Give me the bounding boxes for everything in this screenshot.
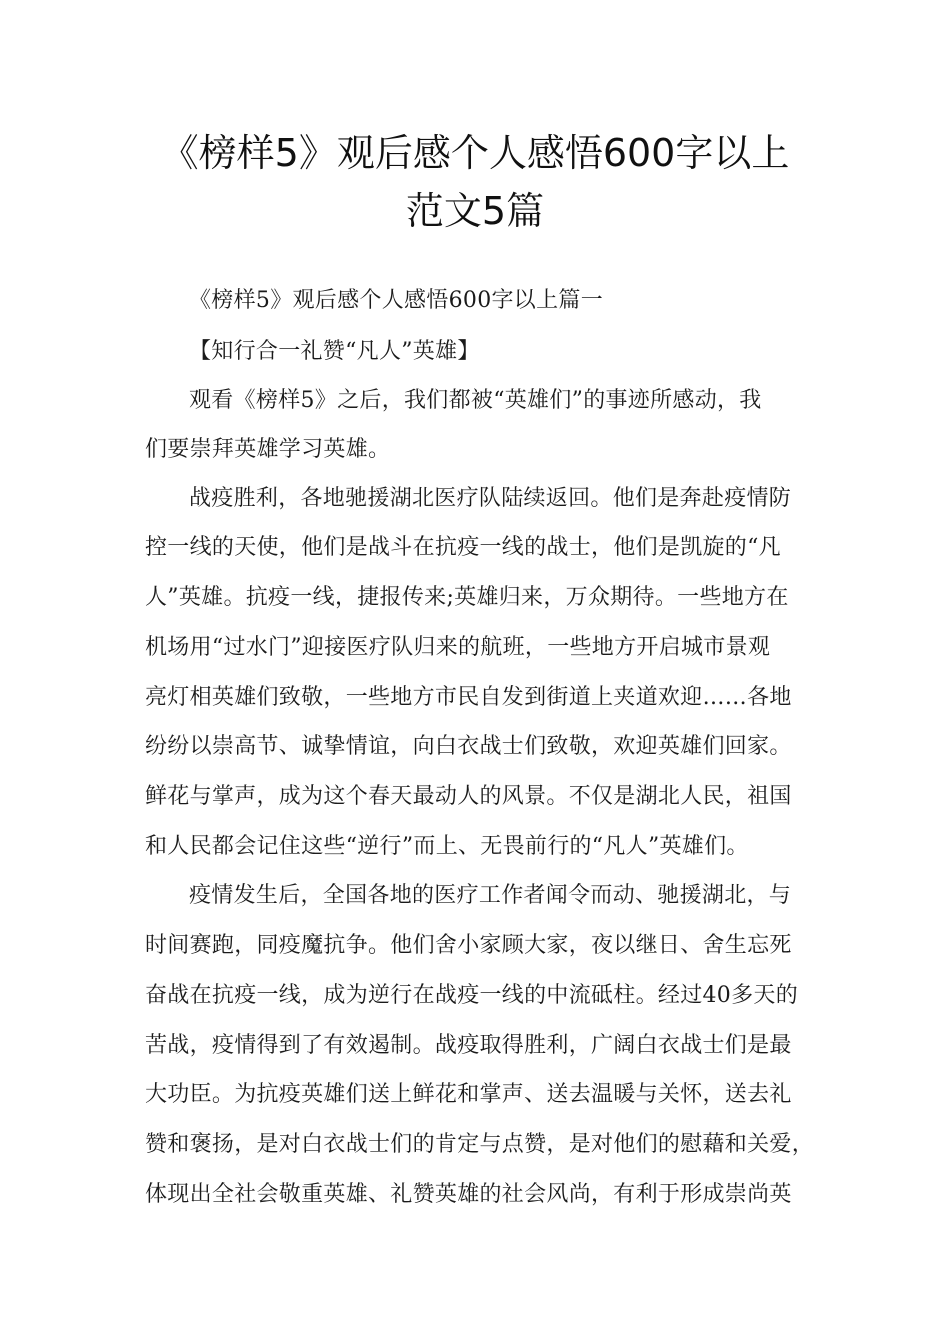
paragraph-3-line-6: 赞和褒扬，是对白衣战士们的肯定与点赞，是对他们的慰藉和关爱，	[145, 1132, 815, 1157]
paragraph-1-line-2: 们要崇拜英雄学习英雄。	[145, 437, 391, 462]
section-heading: 《榜样5》观后感个人感悟600字以上篇一	[189, 288, 603, 313]
paragraph-3-line-3: 奋战在抗疫一线，成为逆行在战疫一线的中流砥柱。经过40多天的	[145, 983, 798, 1008]
paragraph-2-line-3: 人”英雄。抗疫一线，捷报传来;英雄归来，万众期待。一些地方在	[145, 585, 789, 610]
paragraph-2-line-2: 控一线的天使，他们是战斗在抗疫一线的战士，他们是凯旋的“凡	[145, 535, 781, 560]
document-title-line-2: 范文5篇	[405, 189, 545, 233]
paragraph-3-line-2: 时间赛跑，同疫魔抗争。他们舍小家顾大家，夜以继日、舍生忘死	[145, 933, 792, 958]
paragraph-2-line-6: 纷纷以崇高节、诚挚情谊，向白衣战士们致敬，欢迎英雄们回家。	[145, 734, 792, 759]
paragraph-2-line-7: 鲜花与掌声，成为这个春天最动人的风景。不仅是湖北人民，祖国	[145, 784, 792, 809]
paragraph-3-line-5: 大功臣。为抗疫英雄们送上鲜花和掌声、送去温暖与关怀，送去礼	[145, 1082, 792, 1107]
paragraph-2-line-4: 机场用“过水门”迎接医疗队归来的航班，一些地方开启城市景观	[145, 635, 771, 660]
paragraph-2-line-5: 亮灯相英雄们致敬，一些地方市民自发到街道上夹道欢迎……各地	[145, 685, 792, 710]
paragraph-3-line-4: 苦战，疫情得到了有效遏制。战疫取得胜利，广阔白衣战士们是最	[145, 1033, 792, 1058]
paragraph-2-line-1: 战疫胜利，各地驰援湖北医疗队陆续返回。他们是奔赴疫情防	[189, 486, 792, 511]
paragraph-3-line-1: 疫情发生后，全国各地的医疗工作者闻令而动、驰援湖北，与	[189, 883, 792, 908]
paragraph-2-line-8: 和人民都会记住这些“逆行”而上、无畏前行的“凡人”英雄们。	[145, 834, 749, 859]
paragraph-1-line-1: 观看《榜样5》之后，我们都被“英雄们”的事迹所感动，我	[189, 388, 762, 413]
paragraph-3-line-7: 体现出全社会敬重英雄、礼赞英雄的社会风尚，有利于形成崇尚英	[145, 1182, 792, 1207]
subheading: 【知行合一礼赞“凡人”英雄】	[189, 339, 480, 364]
document-title-line-1: 《榜样5》观后感个人感悟600字以上	[160, 131, 790, 175]
